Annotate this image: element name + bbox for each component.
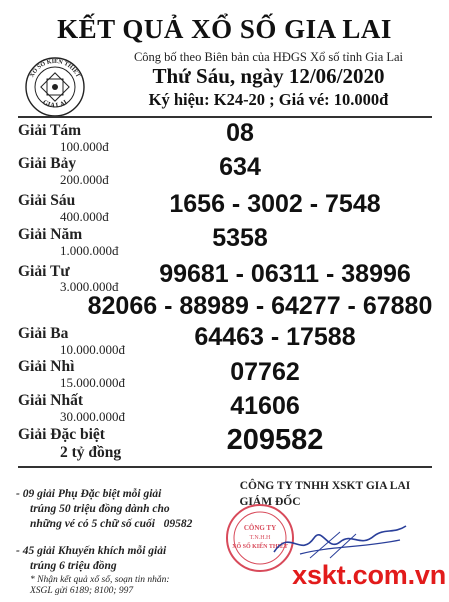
stamp-top-text: CÔNG TY — [243, 524, 277, 532]
prize-name: Giải Tư — [18, 263, 70, 280]
note-line: - 09 giải Phụ Đặc biệt mỗi giải — [16, 488, 162, 500]
prize-numbers: 99681 - 06311 - 38996 — [159, 260, 411, 288]
logo-bottom-text: GIA LAI — [41, 98, 69, 110]
prize-name: Giải Bảy — [18, 155, 77, 172]
jackpot-number: 209582 — [226, 424, 324, 456]
svg-text:XỔ SỐ KIẾN THIẾT — [29, 57, 80, 79]
prize-numbers: 5358 — [212, 224, 268, 252]
logo-top-text: XỔ SỐ KIẾN THIẾT — [29, 58, 81, 79]
note-number: 09582 — [163, 518, 193, 530]
prize-amount: 3.000.000đ — [60, 279, 119, 294]
prize-name: Giải Nhì — [18, 358, 75, 375]
prize-amount: 100.000đ — [60, 139, 109, 154]
sms-note: * Nhận kết quả xổ số, soạn tin nhắn: — [30, 575, 170, 585]
page-title: KẾT QUẢ XỔ SỐ GIA LAI — [57, 14, 392, 44]
prize-numbers: 07762 — [230, 358, 300, 386]
draw-date: Thứ Sáu, ngày 12/06/2020 — [152, 64, 385, 88]
svg-text:GIA LAI — [41, 98, 69, 109]
sms-note: XSGL gửi 6189; 8100; 997 — [30, 586, 134, 596]
prize-amount: 400.000đ — [60, 209, 109, 224]
note-line — [30, 517, 192, 532]
prize-name: Giải Sáu — [18, 192, 76, 209]
announcement-text: Công bố theo Biên bản của HĐGS Xổ số tỉnh Gia Lai — [133, 50, 404, 64]
prize-numbers-second-row: 82066 - 88989 - 64277 - 67880 — [87, 292, 433, 320]
note-line: - 45 giải Khuyến khích mỗi giải — [16, 545, 167, 557]
stamp-text: XỔ SỐ KIẾN THIẾT — [232, 544, 288, 550]
note-text: những vé có 5 chữ số cuối — [30, 518, 155, 530]
prize-amount: 15.000.000đ — [60, 375, 125, 390]
prize-amount: 10.000.000đ — [60, 342, 125, 357]
prize-numbers: 64463 - 17588 — [194, 323, 356, 351]
prize-name: Giải Đặc biệt — [18, 426, 105, 443]
prize-name: Giải Năm — [18, 226, 83, 243]
stamp-mid-text: T.N.H.H — [249, 535, 271, 541]
prize-name: Giải Nhất — [18, 392, 84, 409]
prize-amount: 1.000.000đ — [60, 243, 119, 258]
ticket-symbol-price: Ký hiệu: K24-20 ; Giá vé: 10.000đ — [148, 90, 389, 109]
prize-amount: 200.000đ — [60, 172, 109, 187]
prize-numbers: 634 — [219, 153, 261, 181]
company-name: CÔNG TY TNHH XSKT GIA LAI — [239, 480, 411, 492]
prize-numbers: 41606 — [230, 392, 300, 420]
director-title: GIÁM ĐỐC — [239, 496, 301, 508]
footer-divider — [18, 466, 432, 468]
prize-numbers: 08 — [226, 119, 254, 147]
header-divider — [18, 116, 432, 118]
prize-name: Giải Tám — [18, 122, 82, 139]
prize-numbers: 1656 - 3002 - 7548 — [169, 190, 381, 218]
signature-icon — [270, 518, 410, 562]
lottery-logo-icon — [24, 56, 86, 118]
prize-name: Giải Ba — [18, 325, 69, 342]
prize-amount: 2 tỷ đồng — [60, 444, 122, 461]
brand-watermark: xskt.com.vn — [292, 560, 446, 590]
note-line: trúng 6 triệu đồng — [30, 560, 117, 572]
note-line: trúng 50 triệu đồng dành cho — [30, 503, 170, 515]
prize-amount: 30.000.000đ — [60, 409, 125, 424]
